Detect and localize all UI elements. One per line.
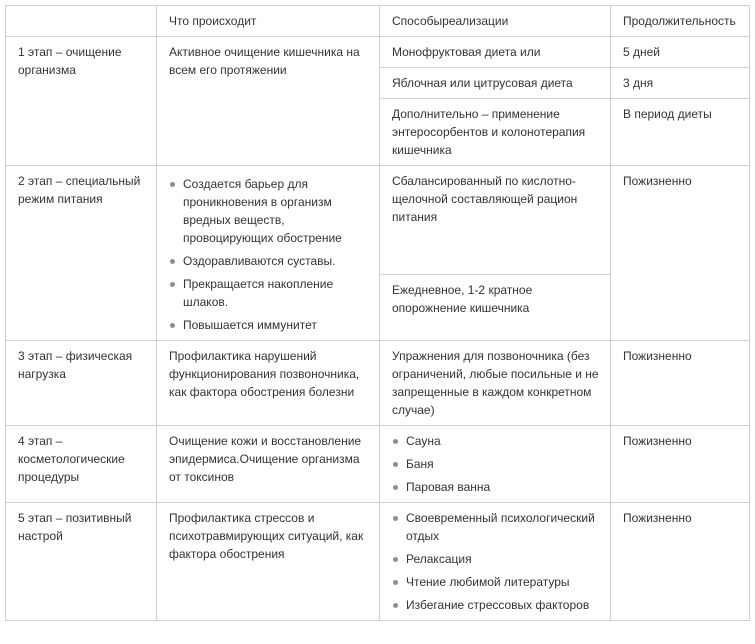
what-cell: Активное очищение кишечника на всем его протяжении — [157, 37, 380, 166]
list-item: Повышается иммунитет — [183, 316, 371, 334]
effects-list — [169, 175, 371, 334]
list-item: Создается барьер для проникновения в организм вредных веществ, провоцирующих обострение — [183, 175, 371, 247]
positive-mood-list — [392, 509, 602, 614]
list-item: Избегание стрессовых факторов — [406, 596, 602, 614]
stages-table — [5, 5, 750, 621]
duration-cell: В период диеты — [611, 99, 750, 166]
table-row — [6, 341, 750, 426]
duration-cell: 3 дня — [611, 68, 750, 99]
method-cell: Сбалансированный по кислотно-щелочной составляющей рацион питания — [380, 166, 611, 275]
stage-cell: 5 этап – позитивный настрой — [6, 503, 157, 621]
table-header-row — [6, 6, 750, 37]
duration-cell: Пожизненно — [611, 426, 750, 503]
table-row — [6, 503, 750, 621]
header-methods: Способыреализации — [380, 6, 611, 37]
stage-cell: 4 этап – косметологические процедуры — [6, 426, 157, 503]
table-row — [6, 37, 750, 68]
list-item: Своевременный психологический отдых — [406, 509, 602, 545]
duration-cell: Пожизненно — [611, 341, 750, 426]
list-item: Релаксация — [406, 550, 602, 568]
table-row — [6, 166, 750, 275]
table-row — [6, 426, 750, 503]
what-cell: Очищение кожи и восстановление эпидермиса.Очищение организма от токсинов — [157, 426, 380, 503]
list-item: Баня — [406, 455, 602, 473]
duration-cell: Пожизненно — [611, 503, 750, 621]
header-stage — [6, 6, 157, 37]
duration-cell: Пожизненно — [611, 166, 750, 341]
stage-cell: 1 этап – очищение организма — [6, 37, 157, 166]
method-cell: Яблочная или цитрусовая диета — [380, 68, 611, 99]
list-item: Сауна — [406, 432, 602, 450]
method-cell: Монофруктовая диета или — [380, 37, 611, 68]
header-what-happens: Что происходит — [157, 6, 380, 37]
list-item: Оздоравливаются суставы. — [183, 252, 371, 270]
method-cell — [380, 503, 611, 621]
procedures-list — [392, 432, 602, 496]
list-item: Паровая ванна — [406, 478, 602, 496]
header-duration: Продолжительность — [611, 6, 750, 37]
what-cell: Профилактика нарушений функционирования позвоночника, как фактора обострения болезни — [157, 341, 380, 426]
list-item: Чтение любимой литературы — [406, 573, 602, 591]
method-cell: Дополнительно – применение энтеросорбентов и колонотерапия кишечника — [380, 99, 611, 166]
method-cell — [380, 426, 611, 503]
list-item: Прекращается накопление шлаков. — [183, 275, 371, 311]
what-cell: Профилактика стрессов и психотравмирующих ситуаций, как фактора обострения — [157, 503, 380, 621]
stage-cell: 3 этап – физическая нагрузка — [6, 341, 157, 426]
stage-cell: 2 этап – специальный режим питания — [6, 166, 157, 341]
method-cell: Ежедневное, 1-2 кратное опорожнение кишечника — [380, 275, 611, 341]
what-cell — [157, 166, 380, 341]
duration-cell: 5 дней — [611, 37, 750, 68]
method-cell: Упражнения для позвоночника (без ограничений, любые посильные и не запрещенные в каждом конкретном случае) — [380, 341, 611, 426]
